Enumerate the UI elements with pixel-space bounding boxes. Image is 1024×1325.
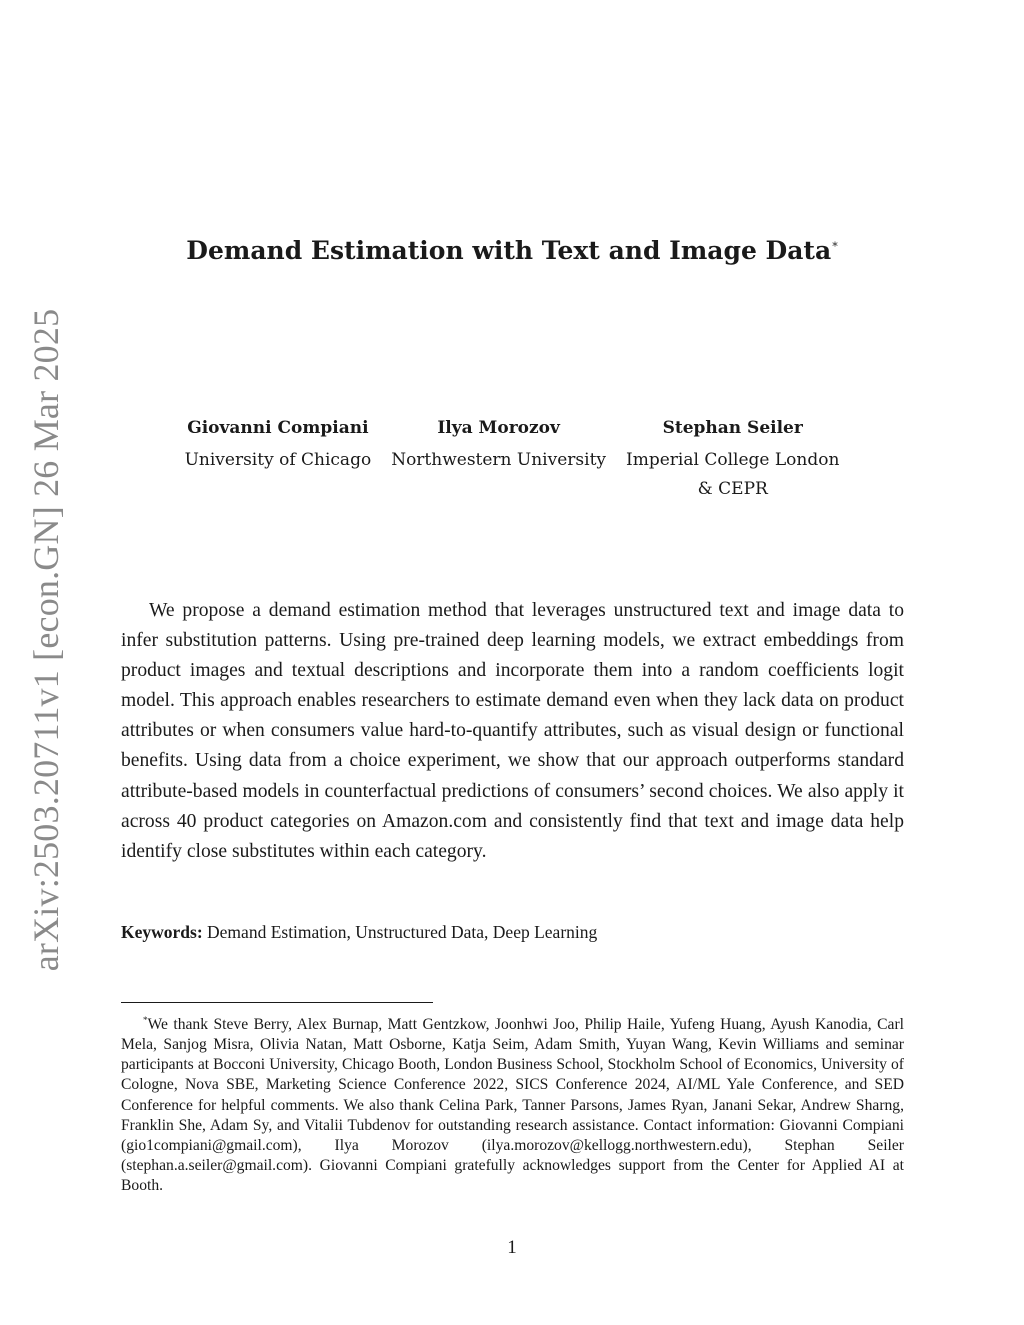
footnote [121,1010,904,1196]
footnote-mark: * [143,1015,148,1025]
author-name: Ilya Morozov [437,418,560,438]
keywords-label: Keywords: [121,922,203,942]
author-compiani [185,418,372,504]
arxiv-identifier-stamp: arXiv:2503.20711v1 [econ.GN] 26 Mar 2025 [26,308,66,972]
footnote-divider [121,1002,433,1003]
abstract: We propose a demand estimation method that leverages unstructured text and image data to infer substitution patterns. Using pre-trained deep learning models, we extract embeddings from product images and textual descriptions and incorporate them into a random coefficients logit model. This approach enables researchers to estimate demand even when they lack data on product attributes or when consumers value hard-to-quantify attributes, such as visual design or functional benefits. Using data from a choice experiment, we show that our approach outperforms standard attribute-based models in counterfactual predictions of consumers’ second choices. We also apply it across 40 product categories on Amazon.com and consistently find that text and image data help identify close substitutes within each category. [121,600,904,862]
footnote-text: We thank Steve Berry, Alex Burnap, Matt Gentzkow, Joonhwi Joo, Philip Haile, Yufeng Huang, Ayush Kanodia, Carl Mela, Sanjog Misra, Olivia Natan, Matt Osborne, Katja Seim, Adam Smith, Yuyan Wang, Kevin Williams and seminar participants at Bocconi University, Chicago Booth, London Business School, Stockholm School of Economics, University of Cologne, Nova SBE, Marketing Science Conference 2022, SICS Conference 2024, AI/ML Yale Conference, and SED Conference for helpful comments. We also thank Celina Park, Tanner Parsons, James Ryan, Janani Sekar, Andrew Sharng, Franklin She, Adam Sy, and Vitalii Tubdenov for outstanding research assistance. Contact information: Giovanni Compiani (gio1compiani@gmail.com), Ilya Morozov (ilya.morozov@kellogg.northwestern.edu), Stephan Seiler (stephan.a.seiler@gmail.com). Giovanni Compiani gratefully acknowledges support from the Center for Applied AI at Booth. [121,1016,904,1194]
keywords [121,922,904,943]
paper-title-text: Demand Estimation with Text and Image Data [186,236,832,265]
keywords-text: Demand Estimation, Unstructured Data, Deep Learning [207,922,598,942]
author-block [120,418,904,504]
author-name: Stephan Seiler [662,418,803,438]
page-number: 1 [507,1237,517,1258]
author-affiliation: Northwestern University [391,450,607,470]
author-affiliation: University of Chicago [184,450,372,470]
author-affiliation: Imperial College London [626,450,840,470]
paper-title [0,236,1024,265]
author-affiliation-secondary: & CEPR [697,479,768,499]
title-footnote-mark: * [832,239,838,253]
author-seiler [626,418,839,504]
author-name: Giovanni Compiani [187,418,369,438]
author-morozov [391,418,606,504]
